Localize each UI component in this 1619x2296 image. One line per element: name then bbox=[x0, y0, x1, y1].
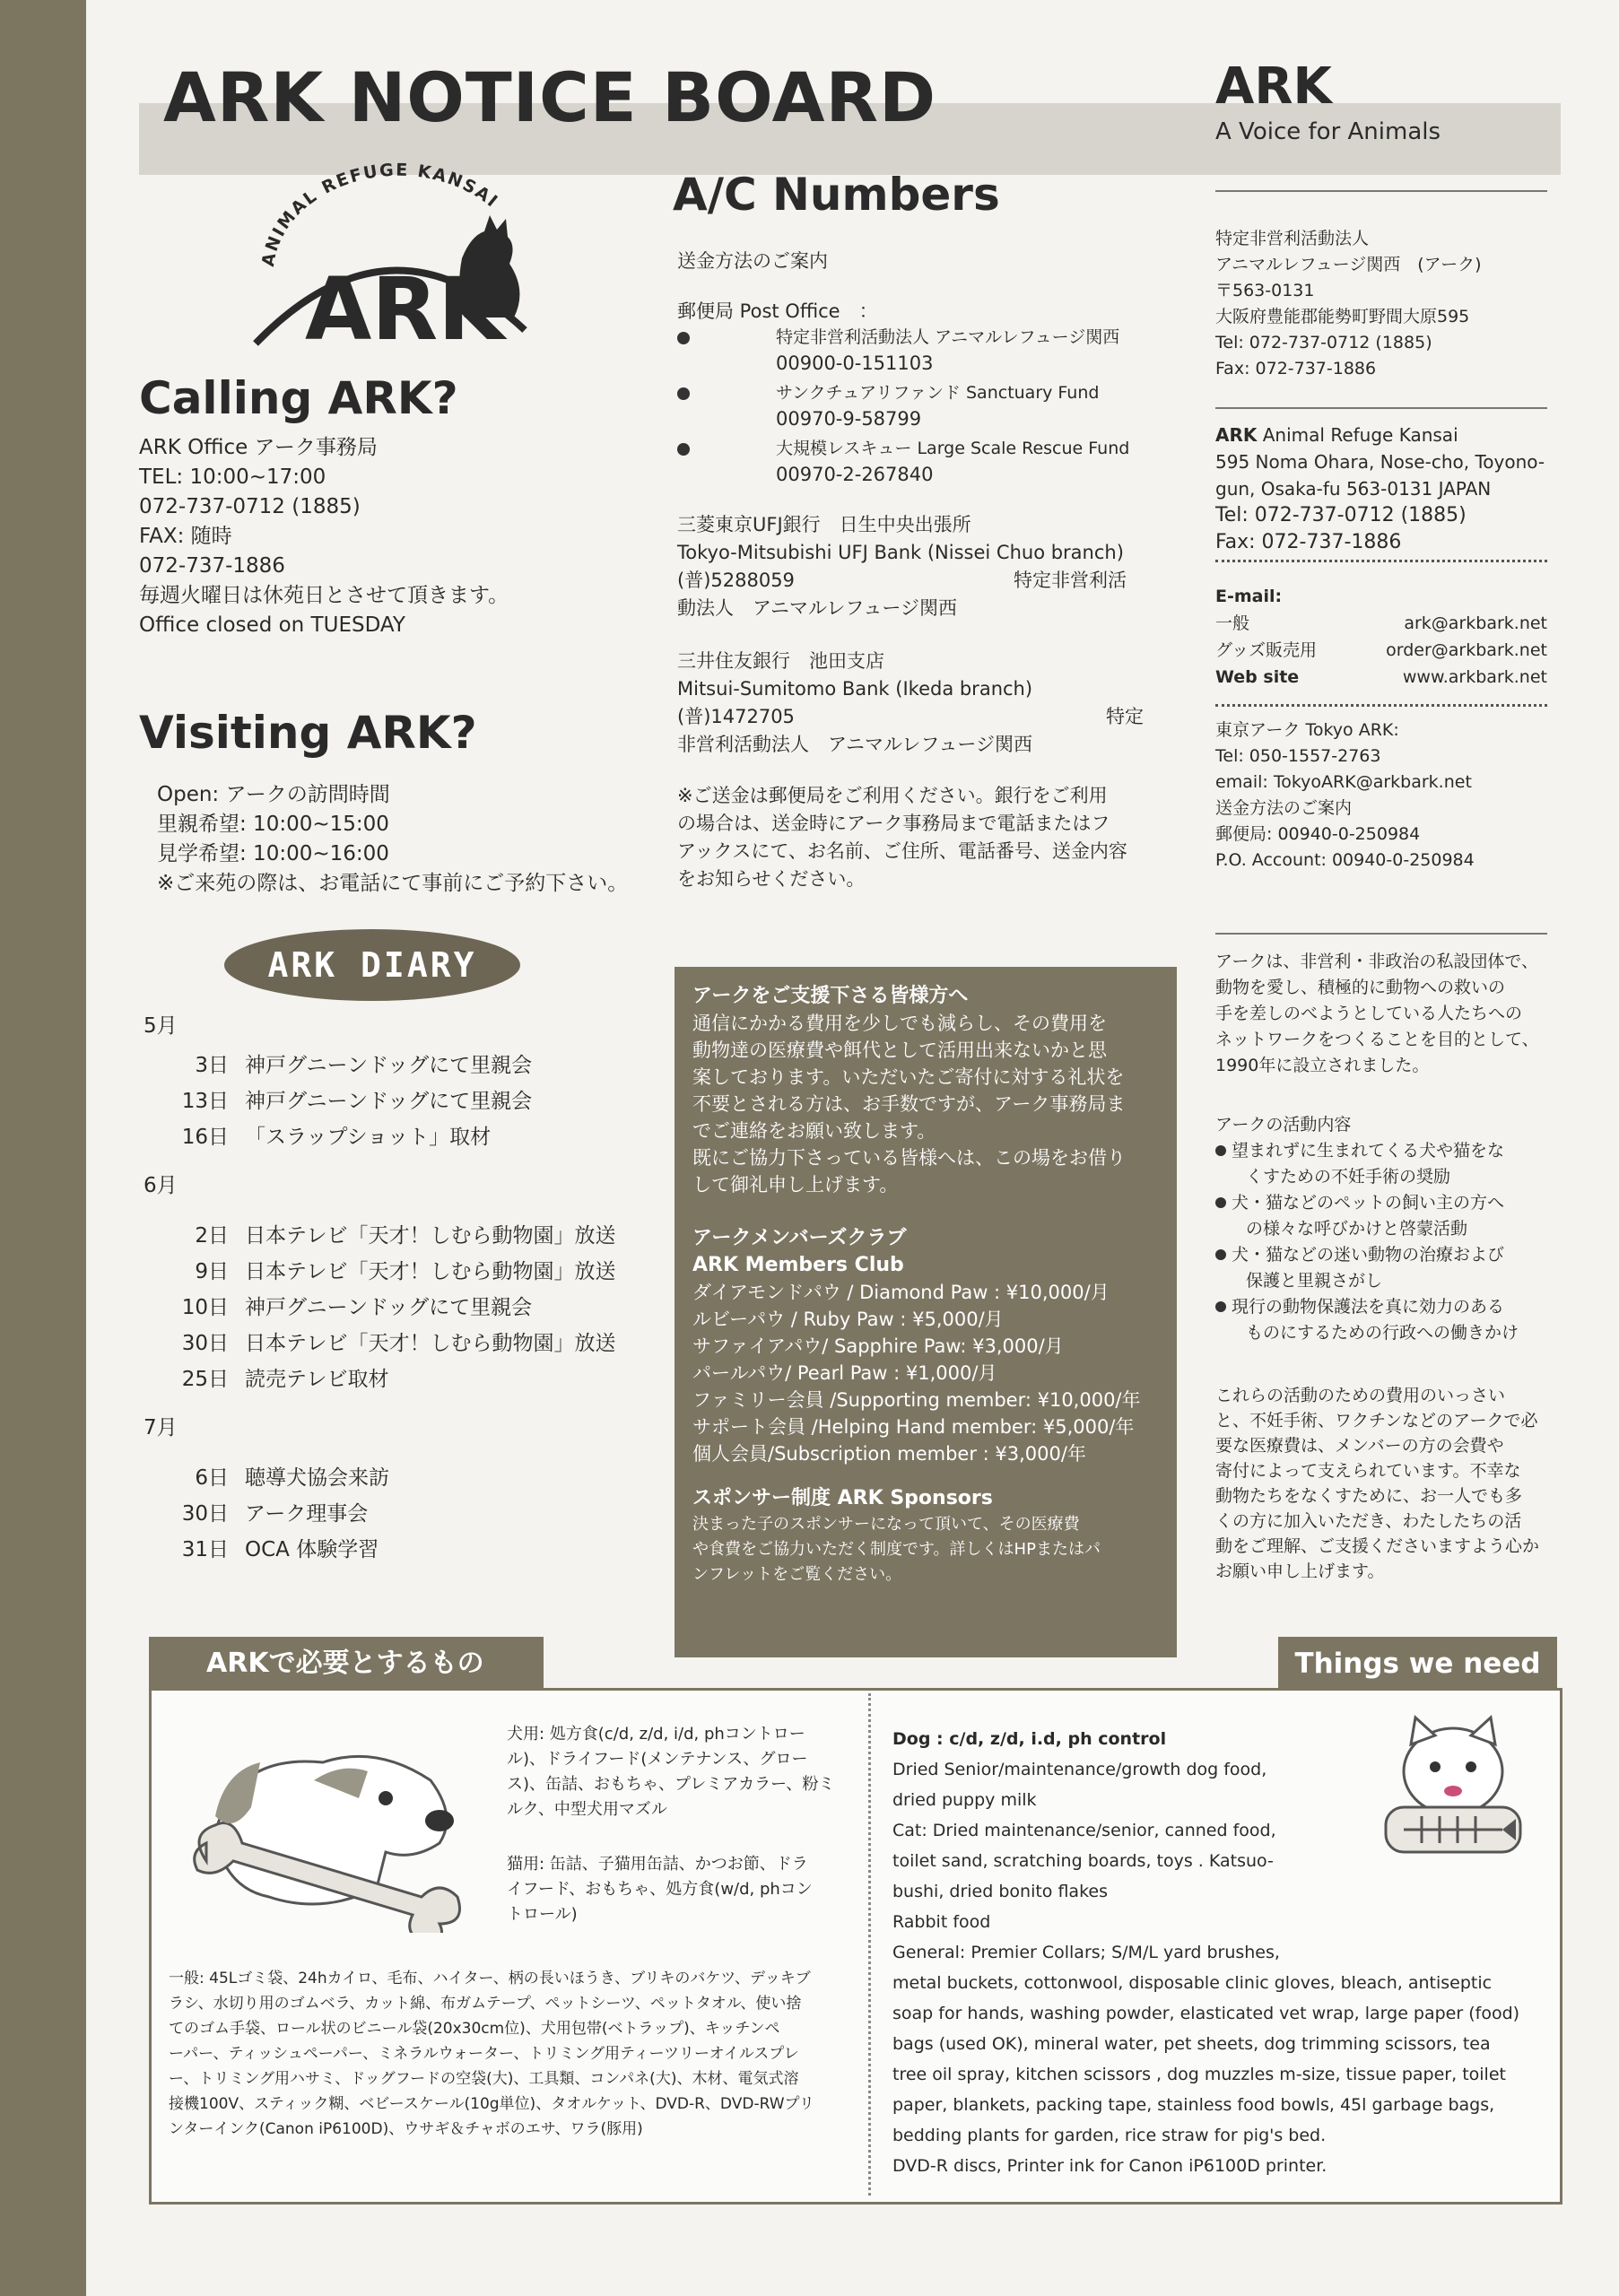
activity-item: 犬・猫などのペットの飼い主の方へ bbox=[1215, 1190, 1519, 1216]
reservation-note: ※ご来苑の際は、お電話にて事前にご予約下さい。 bbox=[157, 872, 629, 895]
sponsor-title: スポンサー制度 ARK Sponsors bbox=[692, 1487, 993, 1509]
ark-diary-badge: ARK DIARY bbox=[224, 929, 520, 1001]
fax-label: FAX: 随時 bbox=[139, 525, 232, 548]
member-tier: ダイアモンドパウ / Diamond Paw : ¥10,000/月 bbox=[692, 1282, 1110, 1303]
needs-tab-en: Things we need bbox=[1278, 1637, 1557, 1691]
visiting-ark-title: Visiting ARK? bbox=[139, 707, 477, 759]
diary-month: 6月 bbox=[144, 1174, 178, 1197]
diary-entry: 3日 神戸グニーンドッグにて里親会 bbox=[195, 1054, 533, 1077]
diary-entry: 9日 日本テレビ「天才！しむら動物園」放送 bbox=[195, 1260, 616, 1283]
closed-note-jp: 毎週火曜日は休苑日とさせて頂きます。 bbox=[139, 584, 509, 607]
org-address-jp: 特定非営利活動法人 アニマルレフュージ関西 (アーク) 〒563-0131 大阪府豊能郡能勢町野間大原595 Tel: 072-737-0712 (1885) Fax: 072-737-1886 bbox=[1215, 229, 1482, 378]
divider bbox=[1215, 933, 1547, 935]
funding-note: これらの活動のための費用のいっさい と、不妊手術、ワクチンなどのアークで必 要な医療費は、メンバーの方の会費や 寄付によって支えられています。不幸な 動物たちをなくすために、お一人でも多 くの方に加入いただき、わたしたちの活 動をご理解、ご支援くださいますよう心か お願い申し上げます。 bbox=[1215, 1386, 1540, 1581]
open-label: Open: アークの訪問時間 bbox=[157, 783, 390, 806]
member-tier: ルビーパウ / Ruby Paw : ¥5,000/月 bbox=[692, 1309, 1004, 1330]
email-block: E-mail: 一般 ark@arkbark.net グッズ販売用 order@arkbark.net Web site www.arkbark.net bbox=[1215, 583, 1547, 691]
tel-number: 072-737-0712 (1885) bbox=[139, 495, 361, 518]
diary-entry: 13日 神戸グニーンドッグにて里親会 bbox=[181, 1090, 533, 1113]
diary-entry: 16日 「スラップショット」取材 bbox=[181, 1126, 492, 1149]
activity-item: 犬・猫などの迷い動物の治療および bbox=[1215, 1242, 1519, 1268]
calling-info bbox=[139, 433, 509, 640]
diary-entry: 30日 アーク理事会 bbox=[181, 1502, 369, 1526]
dotted-divider bbox=[1215, 560, 1547, 562]
needs-en-list: Dog : c/d, z/d, i.d, ph control Dried Senior/maintenance/growth dog food, dried puppy milk Cat: Dried maintenance/senior, canned food, toilet sand, scratching boards, toys . Katsuo- bushi, dried bonito flakes Rabbit food General: Premier Collars; S/M/L yard brushes, metal buckets, cottonwool, disposable clinic gloves, bleach, antiseptic soap for hands, washing powder, elasticated vet wrap, large paper (food) bags (used OK), mineral water, pet sheets, dog trimming scissors, tea tree oil spray, kitchen scissors , dog muzzles m-size, tissue paper, toilet paper, blankets, packing tape, stainless food bowls, 45l garbage bags, bedding plants for garden, rice straw for pig's bed. DVD-R discs, Printer ink for Canon iP6100D printer. bbox=[892, 1729, 1520, 2176]
support-box: アークをご支援下さる皆様方へ 通信にかかる費用を少しでも減らし、その費用を 動物達の医療費や餌代として活用出来ないかと思 案しております。いただいたご寄付に対する礼状を 不要とされる方は、お手数ですが、アーク事務局ま でご連絡をお願い致します。 既にご協力下さっている皆様へは、この場をお借り して御礼申し上げます。 アークメンバーズクラブ ARK Members Club ダイアモンドパウ / Diamond Paw : ¥10,000/月 ルビーパウ / Ruby Paw : ¥5,000/月 サファイアパウ/ Sapphire Paw: ¥3,000/月 パールパウ/ Pearl Paw : ¥1,000/月 ファミリー会員 /Supporting member: ¥10,000/年 サポート会員 /Helping Hand member: ¥5,000/年 個人会員/Subscription member : ¥3,000/年 スポンサー制度 ARK Sponsors 決まった子のスポンサーになって頂いて、その医療費 や食費をご協力いただく制度です。詳しくはHPまたはパ ンフレットをご覧ください。 bbox=[675, 967, 1177, 1657]
post-office-label: 郵便局 Post Office ： bbox=[677, 300, 878, 322]
visiting-info bbox=[157, 780, 628, 899]
divider bbox=[1215, 407, 1547, 409]
tokyo-ark-info: 東京アーク Tokyo ARK: Tel: 050-1557-2763 email: TokyoARK@arkbark.net 送金方法のご案内 郵便局: 00940-0-250984 P.O. Account: 00940-0-250984 bbox=[1215, 720, 1475, 870]
members-title-jp: アークメンバーズクラブ bbox=[692, 1227, 907, 1249]
right-subtitle: A Voice for Animals bbox=[1215, 118, 1441, 145]
member-tier: パールパウ/ Pearl Paw : ¥1,000/月 bbox=[692, 1362, 997, 1384]
remittance-notice: ※ご送金は郵便局をご利用ください。銀行をご利用 の場合は、送金時にアーク事務局まで電話またはフ アックスにて、お名前、ご住所、電話番号、送金内容 をお知らせください。 bbox=[677, 785, 1127, 890]
activity-item: 現行の動物保護法を真に効力のある bbox=[1215, 1294, 1519, 1320]
bank-2: 三井住友銀行 池田支店 Mitsui-Sumitomo Bank (Ikeda branch) (普)1472705 特定 非営利活動法人 アニマルレフュージ関西 bbox=[677, 650, 1144, 755]
bullet-icon bbox=[677, 332, 690, 344]
members-title-en: ARK Members Club bbox=[692, 1254, 904, 1276]
diary-entry: 25日 読売テレビ取材 bbox=[181, 1368, 389, 1391]
account-item: 特定非営利活動法人 アニマルレフュージ関西 00900-0-151103 bbox=[677, 325, 1179, 380]
adoption-hours: 里親希望: 10:00~15:00 bbox=[157, 813, 389, 836]
activities: アークの活動内容 望まれずに生まれてくる犬や猫をな くすための不妊手術の奨励 犬・猫などのペットの飼い主の方へ の様々な呼びかけと啓蒙活動 犬・猫などの迷い動物の治療および 保護と里親さがし 現行の動物保護法を真に効力のある ものにするための行政への働きかけ bbox=[1215, 1112, 1519, 1346]
org-address-en: ARK Animal Refuge Kansai 595 Noma Ohara, Nose-cho, Toyono- gun, Osaka-fu 563-0131 JAPAN Tel: 072-737-0712 (1885) Fax: 072-737-1886 bbox=[1215, 424, 1545, 553]
bullet-icon bbox=[677, 443, 690, 456]
dotted-divider bbox=[1215, 704, 1547, 707]
calling-ark-title: Calling ARK? bbox=[139, 372, 458, 424]
diary-list bbox=[144, 1012, 655, 1571]
member-tier: サファイアパウ/ Sapphire Paw: ¥3,000/月 bbox=[692, 1335, 1064, 1357]
account-item: サンクチュアリファンド Sanctuary Fund 00970-9-58799 bbox=[677, 380, 1179, 436]
diary-entry: 10日 神戸グニーンドッグにて里親会 bbox=[181, 1296, 533, 1319]
mission-statement: アークは、非営利・非政治の私設団体で、 動物を愛し、積極的に動物への救いの 手を差しのべようとしている人たちへの ネットワークをつくることを目的として、 1990年に設立されました。 bbox=[1215, 952, 1539, 1075]
diary-entry: 31日 OCA 体験学習 bbox=[181, 1538, 379, 1561]
needs-general-jp: 一般: 45Lゴミ袋、24hカイロ、毛布、ハイター、柄の長いほうき、ブリキのバケツ、デッキブ ラシ、水切り用のゴムベラ、カット綿、布ガムテープ、ペットシーツ、ペットタオル、使い捨 てのゴム手袋、ロール状のビニール袋(20x30cm位)、犬用包帯(ベトラップ)、キッチンペ ーパー、ティッシュペーパー、ミネラルウォーター、トリミング用ティーツリーオイルスプレ ー、トリミング用ハサミ、ドッグフードの空袋(大)、工具類、コンパネ(大)、木材、電気式溶 接機100V、スティック糊、ベビースケール(10g単位)、タオルケット、DVD-R、DVD-RWプリ ンターインク(Canon iP6100D)、ウサギ＆チャボのエサ、ワラ(豚用) bbox=[169, 1970, 814, 2138]
tour-hours: 見学希望: 10:00~16:00 bbox=[157, 842, 389, 865]
member-tier: 個人会員/Subscription member : ¥3,000/年 bbox=[692, 1443, 1086, 1465]
closed-note-en: Office closed on TUESDAY bbox=[139, 613, 405, 637]
ark-logo bbox=[238, 151, 547, 357]
page-title: ARK NOTICE BOARD bbox=[163, 57, 937, 137]
divider bbox=[1215, 190, 1547, 192]
member-tier: サポート会員 /Helping Hand member: ¥5,000/年 bbox=[692, 1416, 1135, 1438]
support-title: アークをご支援下さる皆様方へ bbox=[692, 985, 969, 1007]
email-link[interactable]: ark@arkbark.net bbox=[1404, 613, 1547, 633]
svg-text:ANIMAL REFUGE KANSAI: ANIMAL REFUGE KANSAI bbox=[257, 160, 503, 268]
activity-item: 望まれずに生まれてくる犬や猫をな bbox=[1215, 1138, 1519, 1164]
email-link[interactable]: order@arkbark.net bbox=[1386, 640, 1547, 660]
diary-month: 7月 bbox=[144, 1416, 178, 1439]
website-link[interactable]: www.arkbark.net bbox=[1402, 667, 1547, 687]
diary-month: 5月 bbox=[144, 1014, 178, 1038]
office-line: ARK Office アーク事務局 bbox=[139, 436, 378, 459]
ac-numbers-title: A/C Numbers bbox=[673, 169, 1000, 221]
remittance-intro: 送金方法のご案内 bbox=[677, 250, 828, 272]
needs-cat-jp: 猫用: 缶詰、子猫用缶詰、かつお節、ドラ イフード、おもちゃ、処方食(w/d, phコン トロール) bbox=[507, 1855, 813, 1924]
right-title: ARK bbox=[1215, 57, 1332, 116]
account-item: 大規模レスキュー Large Scale Rescue Fund 00970-2-267840 bbox=[677, 436, 1179, 491]
dotted-separator bbox=[868, 1693, 871, 2196]
diary-entry: 30日 日本テレビ「天才！しむら動物園」放送 bbox=[181, 1332, 616, 1355]
needs-dog-jp: 犬用: 処方食(c/d, z/d, i/d, phコントロー ル)、ドライフード(メンテナンス、グロー ス)、缶詰、おもちゃ、プレミアカラー、粉ミ ルク、中型犬用マズル bbox=[507, 1725, 835, 1819]
needs-tab-jp: ARKで必要とするもの bbox=[149, 1637, 544, 1691]
svg-text:ARK: ARK bbox=[305, 259, 505, 357]
diary-entry: 2日 日本テレビ「天才！しむら動物園」放送 bbox=[195, 1224, 616, 1248]
bank-1: 三菱東京UFJ銀行 日生中央出張所 Tokyo-Mitsubishi UFJ Bank (Nissei Chuo branch) (普)5288059 特定非営利活 動法人 アニマルレフュージ関西 bbox=[677, 514, 1127, 619]
activities-title: アークの活動内容 bbox=[1215, 1115, 1352, 1135]
member-tier: ファミリー会員 /Supporting member: ¥10,000/年 bbox=[692, 1389, 1141, 1411]
binding-spine bbox=[0, 0, 86, 2296]
post-office-accounts bbox=[677, 325, 1179, 491]
tel-hours: TEL: 10:00~17:00 bbox=[139, 465, 326, 489]
dog-bone-illustration bbox=[179, 1726, 484, 1933]
bullet-icon bbox=[677, 387, 690, 400]
diary-entry: 6日 聴導犬協会来訪 bbox=[195, 1466, 389, 1490]
fax-number: 072-737-1886 bbox=[139, 554, 285, 578]
